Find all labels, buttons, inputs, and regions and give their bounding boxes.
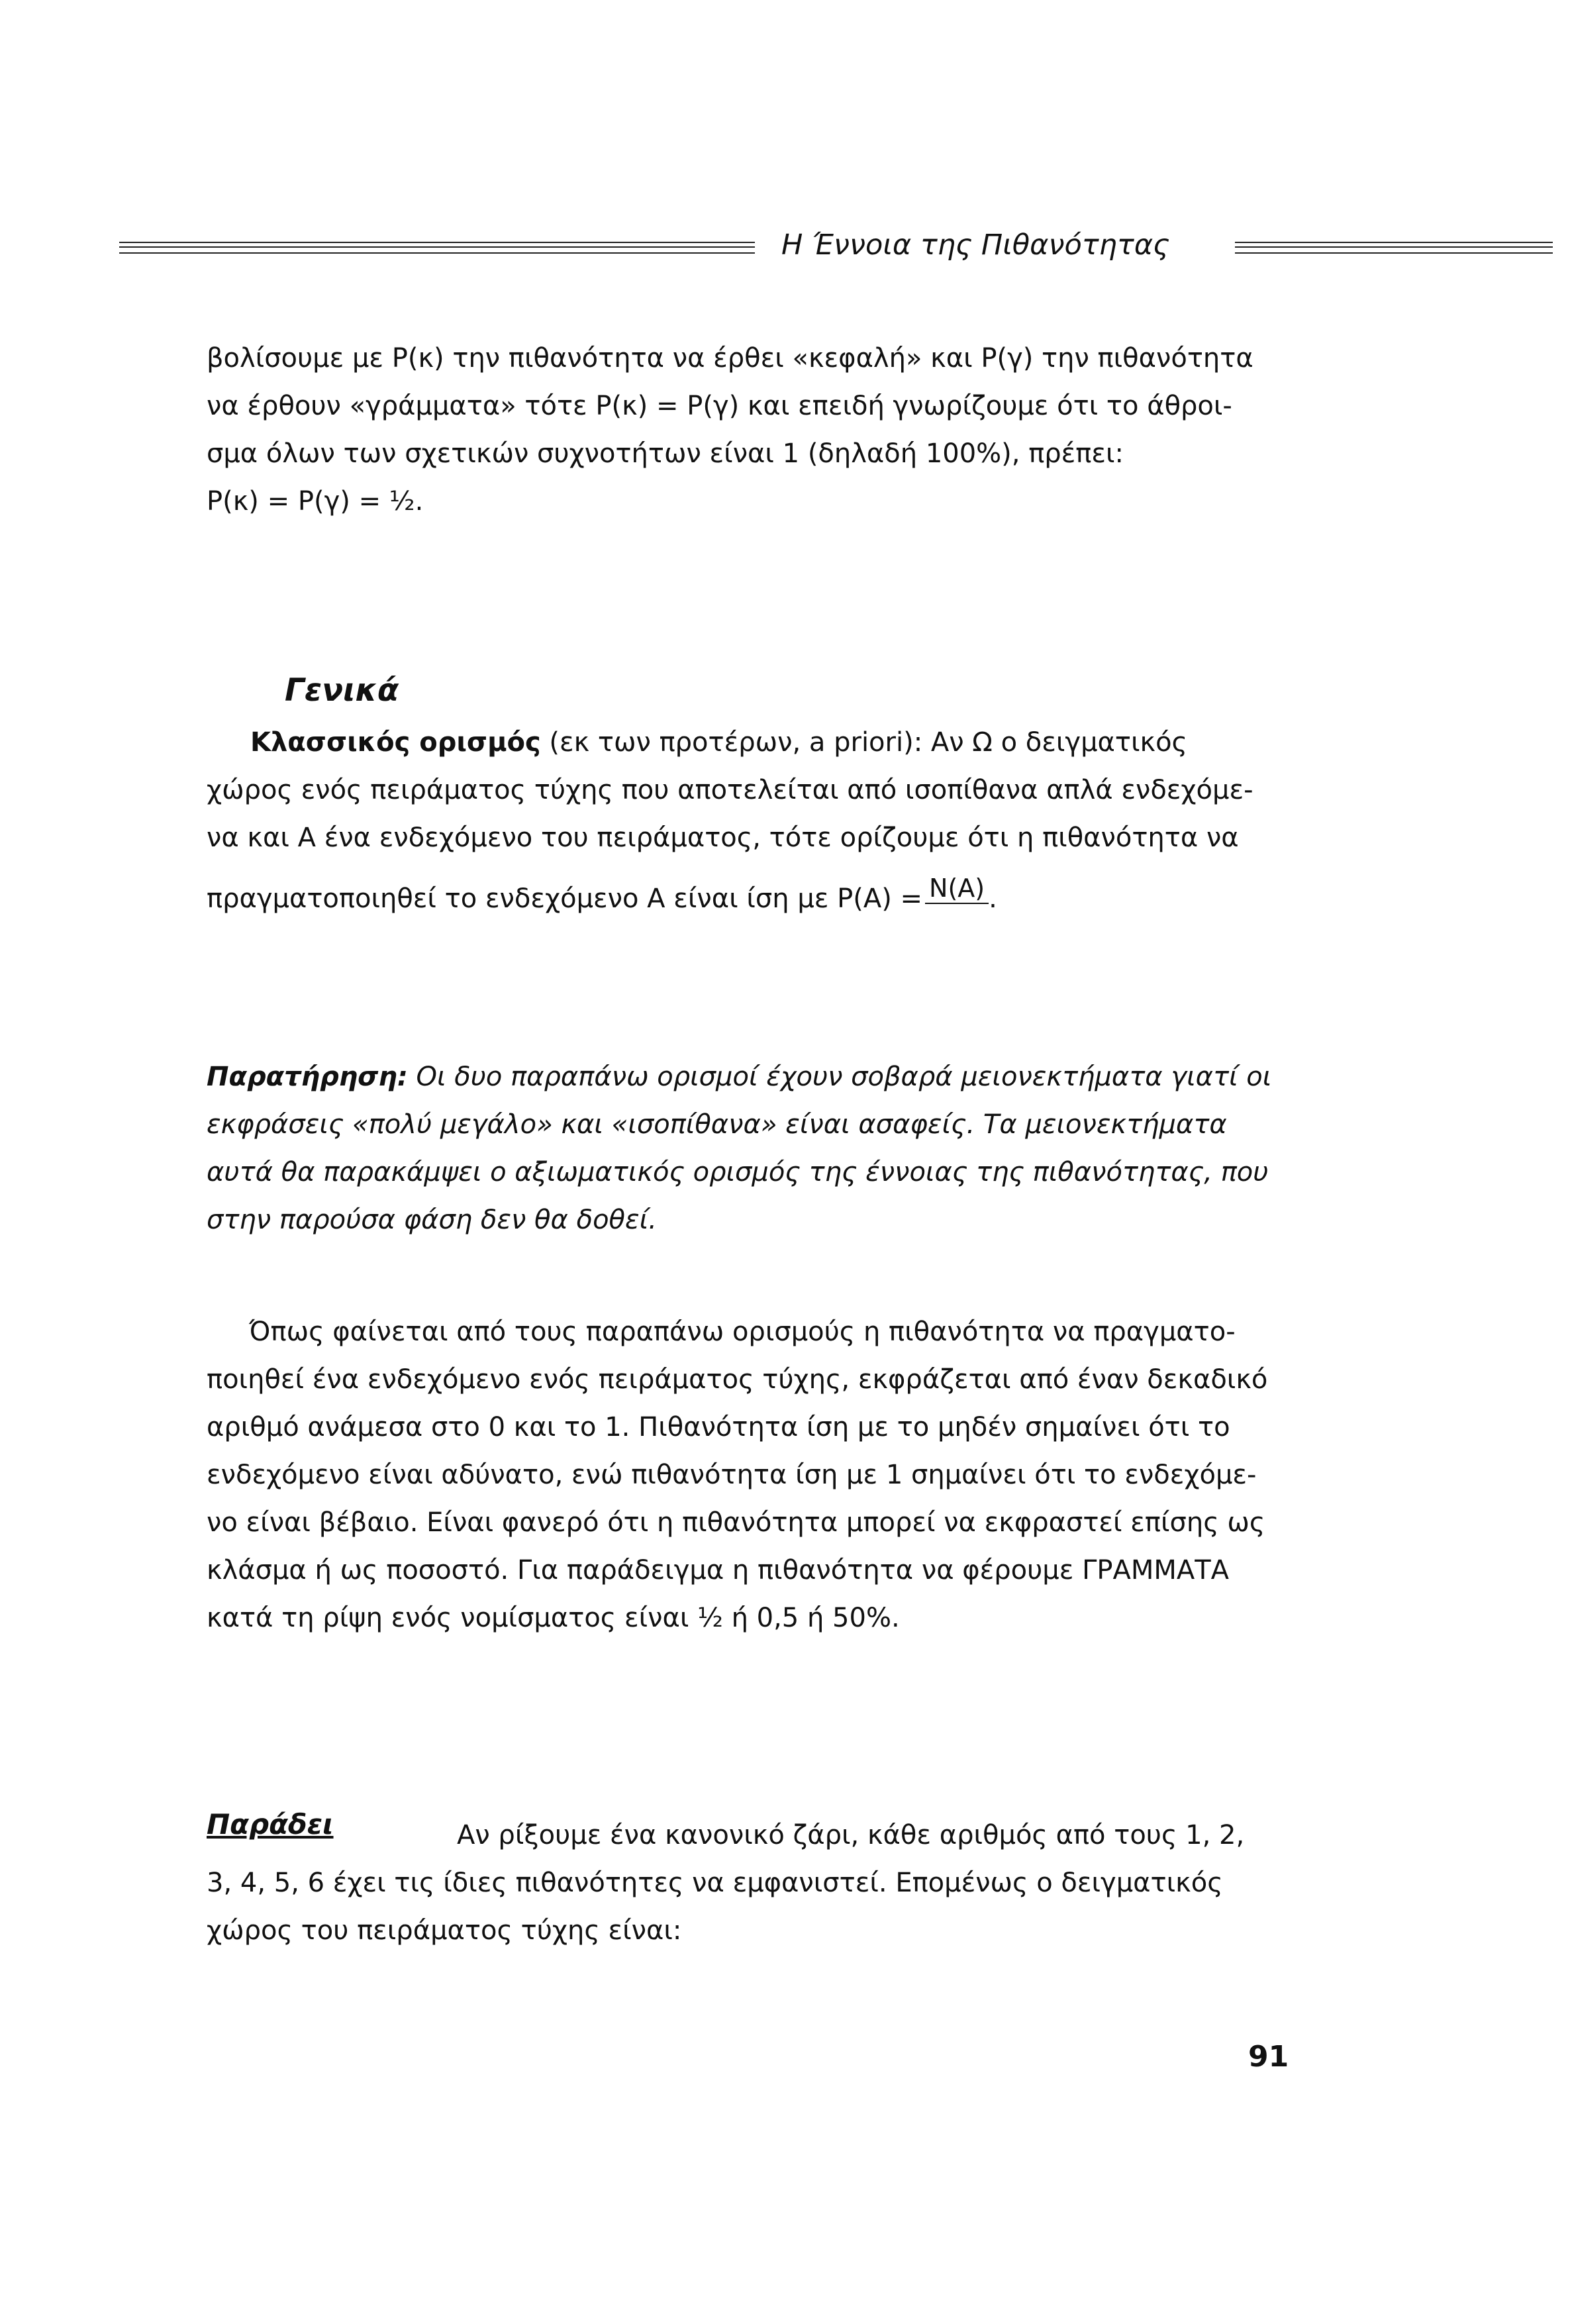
text-line: χώρος του πειράματος τύχης είναι: <box>207 1915 682 1946</box>
text-line: στην παρούσα φάση δεν θα δοθεί. <box>207 1205 657 1235</box>
classical-definition <box>207 719 1299 923</box>
example-label: Παράδει <box>207 1808 334 1841</box>
header-rule-right <box>1235 242 1553 254</box>
text-line <box>207 1053 1299 1101</box>
text-line <box>207 719 1299 766</box>
text-line: κατά τη ρίψη ενός νομίσματος είναι ½ ή 0,5 ή 50%. <box>207 1603 900 1633</box>
formula-line <box>207 875 1299 923</box>
text-line: αυτά θα παρακάμψει ο αξιωματικός ορισμός της έννοιας της πιθανότητας, που <box>207 1157 1269 1187</box>
text-line: Αν ρίξουμε ένα κανονικό ζάρι, κάθε αριθμός από τους 1, 2, <box>457 1820 1245 1850</box>
text-line: να έρθουν «γράμματα» τότε Ρ(κ) = Ρ(γ) και επειδή γνωρίζουμε ότι το άθροι- <box>207 391 1232 421</box>
header-rule-left <box>119 242 755 254</box>
intro-paragraph <box>207 334 1299 525</box>
text-line: 3, 4, 5, 6 έχει τις ίδιες πιθανότητες να εμφανιστεί. Επομένως ο δειγματικός <box>207 1868 1223 1898</box>
example-first-line <box>457 1811 1304 1859</box>
text-line: κλάσμα ή ως ποσοστό. Για παράδειγμα η πιθανότητα να φέρουμε ΓΡΑΜΜΑΤΑ <box>207 1555 1230 1586</box>
text-line: βολίσουμε με Ρ(κ) την πιθανότητα να έρθει «κεφαλή» και Ρ(γ) την πιθανότητα <box>207 343 1253 374</box>
example-paragraph <box>207 1859 1299 1954</box>
running-header <box>119 228 1434 268</box>
text-line: να και Α ένα ενδεχόμενο του πειράματος, τότε ορίζουμε ότι η πιθανότητα να <box>207 823 1239 853</box>
remark-paragraph <box>207 1053 1299 1244</box>
remark-text: Οι δυο παραπάνω ορισμοί έχουν σοβαρά μειονεκτήματα γιατί οι <box>407 1062 1272 1092</box>
formula-end: . <box>989 884 997 914</box>
running-title: Η Έννοια της Πιθανότητας <box>781 228 1170 262</box>
text-line: Ρ(κ) = Ρ(γ) = ½. <box>207 486 424 517</box>
page-number: 91 <box>1248 2040 1289 2074</box>
text-line: αριθμό ανάμεσα στο 0 και το 1. Πιθανότητα ίση με το μηδέν σημαίνει ότι το <box>207 1412 1230 1442</box>
text-line: Όπως φαίνεται από τους παραπάνω ορισμούς η πιθανότητα να πραγματο- <box>249 1317 1236 1347</box>
text-line: νο είναι βέβαιο. Είναι φανερό ότι η πιθανότητα μπορεί να εκφραστεί επίσης ως <box>207 1507 1265 1538</box>
probability-fraction <box>925 874 989 920</box>
text-line: εκφράσεις «πολύ μεγάλο» και «ισοπίθανα» είναι ασαφείς. Τα μειονεκτήματα <box>207 1109 1227 1140</box>
definition-text: (εκ των προτέρων, a priori): Αν Ω ο δειγματικός <box>540 727 1188 758</box>
remark-label: Παρατήρηση: <box>207 1062 408 1092</box>
text-line: χώρος ενός πειράματος τύχης που αποτελείται από ισοπίθανα απλά ενδεχόμε- <box>207 775 1253 805</box>
definition-term: Κλασσικός ορισμός <box>250 727 541 758</box>
text-line: ενδεχόμενο είναι αδύνατο, ενώ πιθανότητα ίση με 1 σημαίνει ότι το ενδεχόμε- <box>207 1460 1257 1490</box>
section-heading: Γενικά <box>285 672 399 709</box>
formula-text: πραγματοποιηθεί το ενδεχόμενο Α είναι ίση με Ρ(Α) = <box>207 884 923 914</box>
text-line: σμα όλων των σχετικών συχνοτήτων είναι 1 (δηλαδή 100%), πρέπει: <box>207 438 1124 469</box>
probability-range-paragraph <box>207 1308 1299 1642</box>
text-line: ποιηθεί ένα ενδεχόμενο ενός πειράματος τύχης, εκφράζεται από έναν δεκαδικό <box>207 1364 1268 1395</box>
fraction-numerator: N(A) <box>925 874 989 904</box>
